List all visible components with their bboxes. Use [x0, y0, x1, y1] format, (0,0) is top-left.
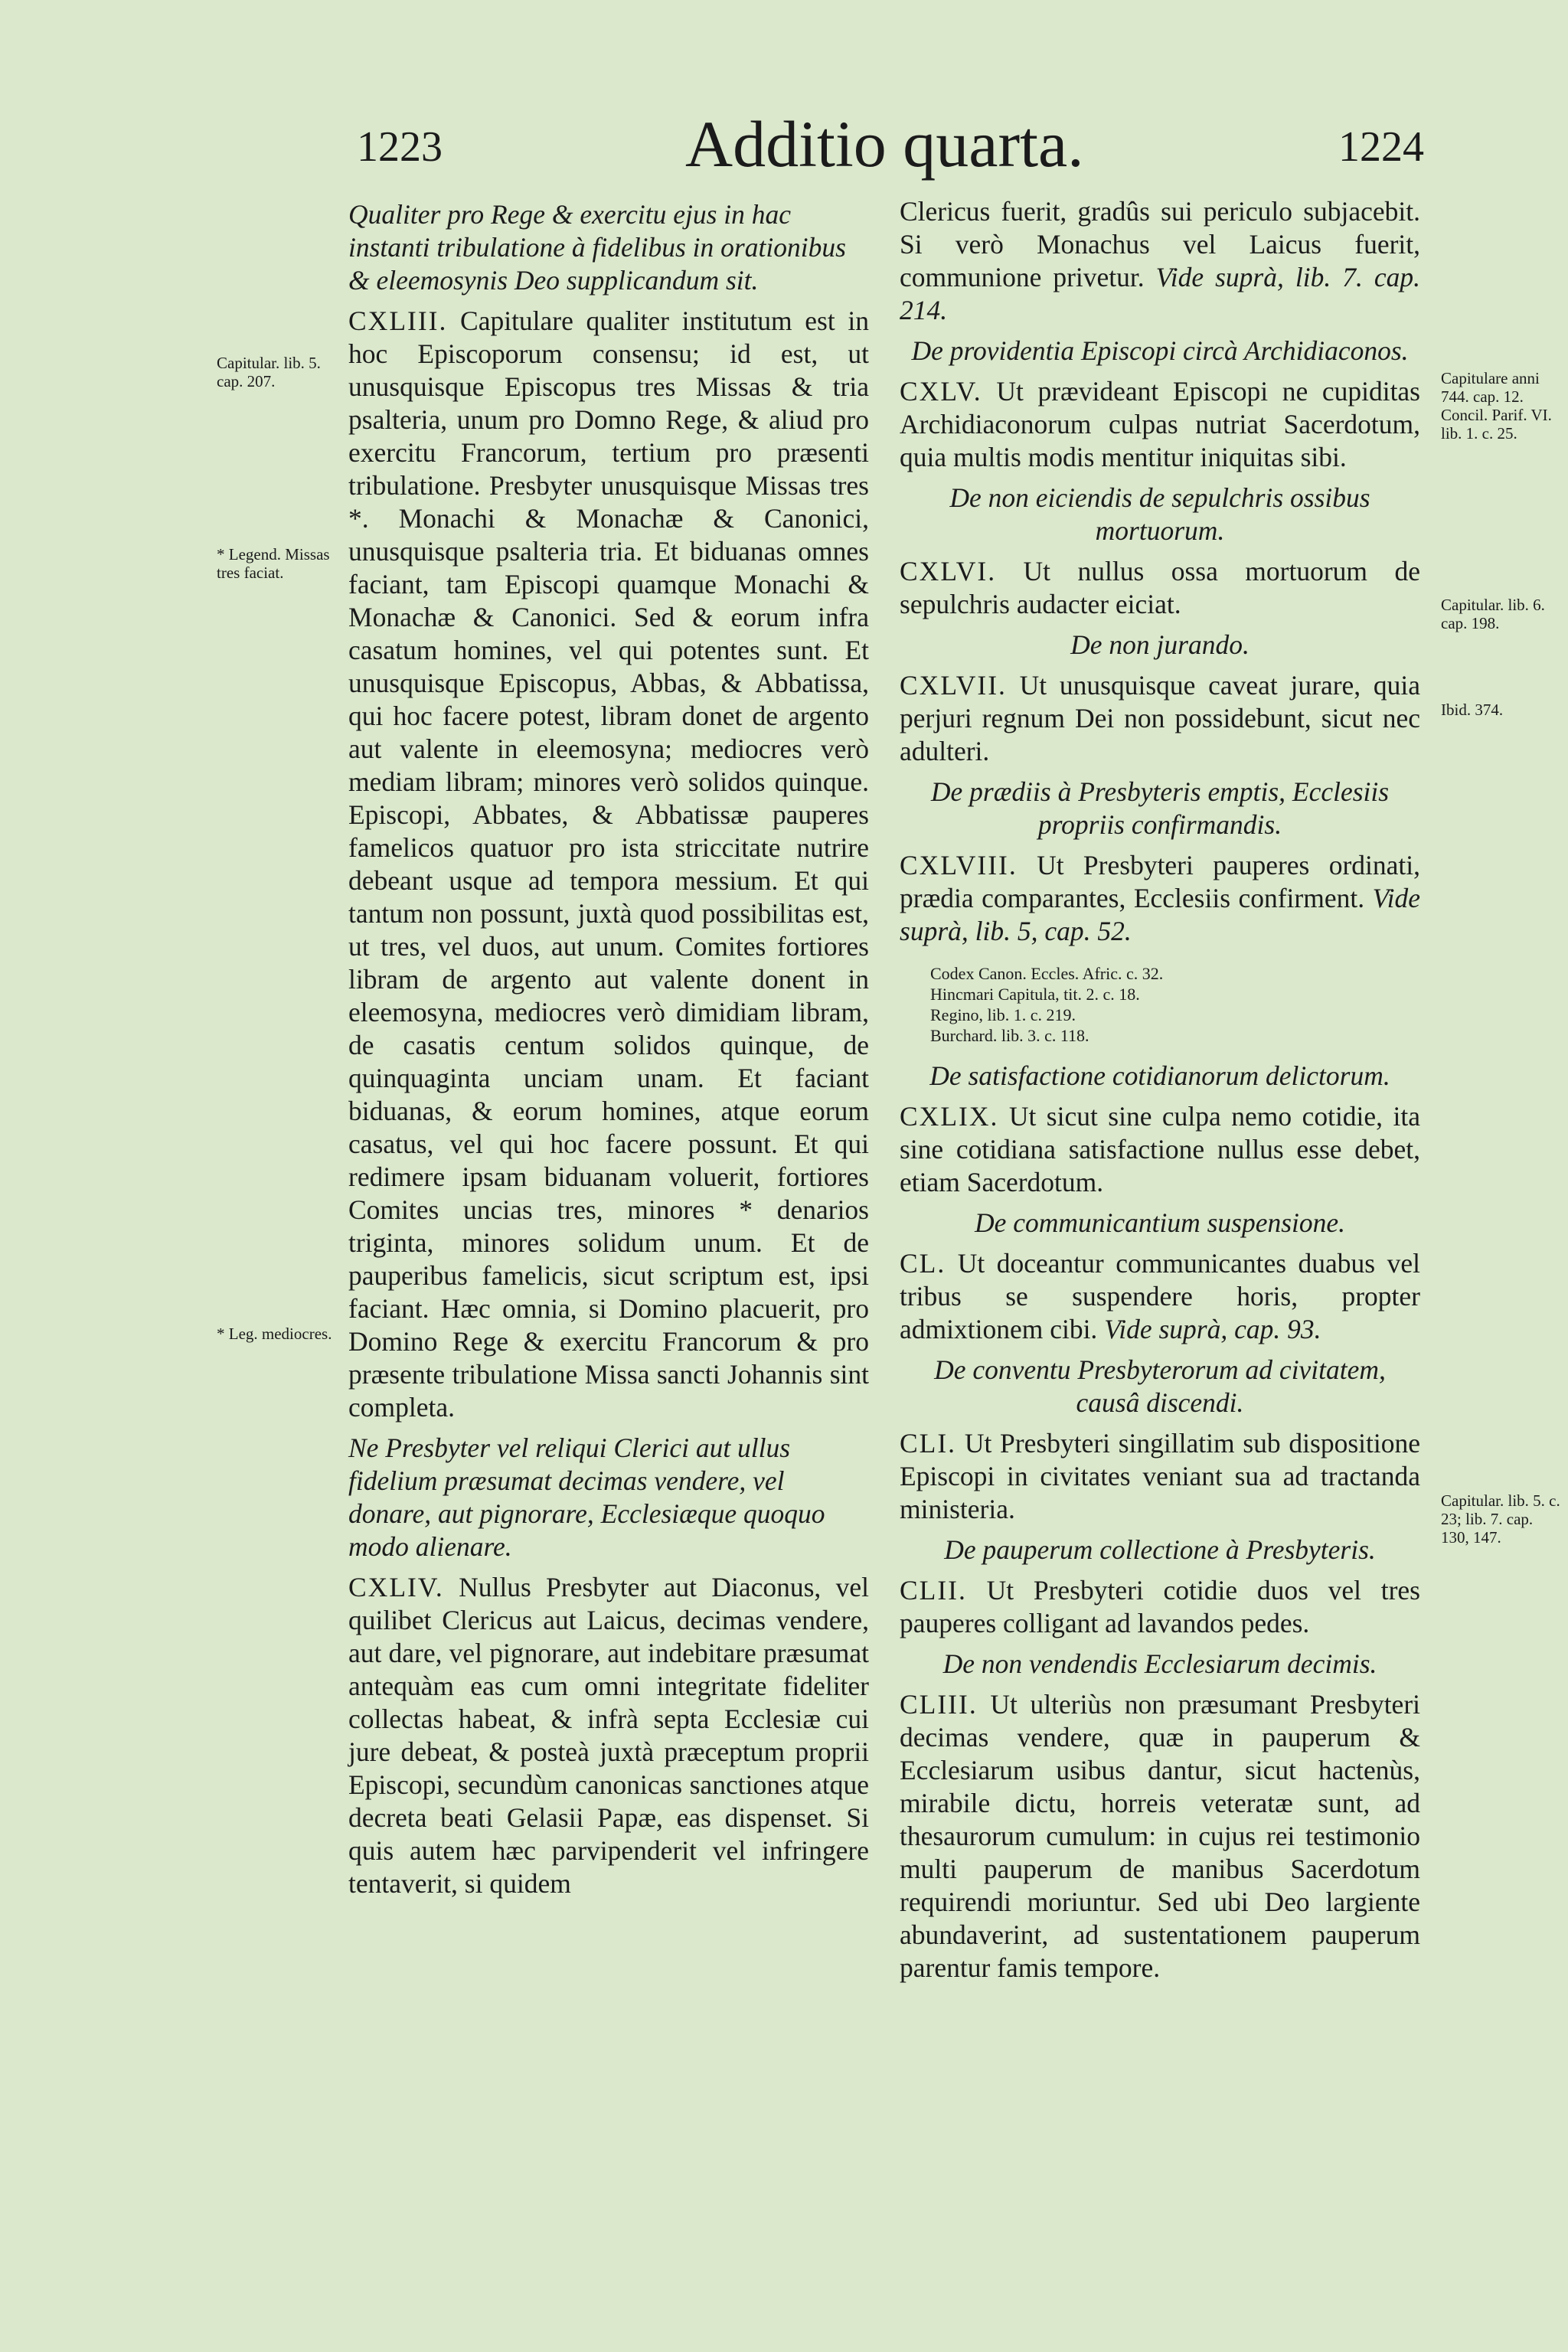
- margin-note-left-3: * Leg. mediocres.: [217, 1325, 332, 1343]
- reference-item: Burchard. lib. 3. c. 118.: [930, 1026, 1089, 1045]
- right-column: [900, 195, 1420, 1992]
- paragraph-text: Ut Presbyteri singillatim sub dispositione Episcopi in civitates veniant sua ad tractanda ministeria.: [900, 1428, 1420, 1524]
- paragraph-151: [900, 1427, 1420, 1526]
- paragraph-text: Ut nullus ossa mortuorum de sepulchris audacter eiciat.: [900, 556, 1420, 619]
- reference-item: Hincmari Capitula, tit. 2. c. 18.: [930, 985, 1140, 1004]
- right-page-number: 1224: [1338, 123, 1424, 171]
- paragraph-number: CXLV.: [900, 376, 982, 407]
- section-heading: Qualiter pro Rege & exercitu ejus in hac instanti tribulatione à fidelibus in orationibus & eleemosynis Deo supplicandum sit.: [348, 199, 846, 296]
- paragraph-number: CXLIII.: [348, 305, 448, 336]
- paragraph-number: CL.: [900, 1248, 946, 1279]
- paragraph-147: [900, 669, 1420, 768]
- margin-note-right-1: Capitulare anni 744. cap. 12. Concil. Parif. VI. lib. 1. c. 25.: [1441, 369, 1552, 443]
- section-heading: De prædiis à Presbyteris emptis, Ecclesiis propriis confirmandis.: [930, 776, 1390, 840]
- section-heading: De satisfactione cotidianorum delictorum.: [929, 1060, 1390, 1091]
- paragraph-number: CXLVIII.: [900, 850, 1018, 880]
- section-heading: De providentia Episcopi circà Archidiaconos.: [911, 335, 1409, 366]
- running-title: Additio quarta.: [685, 107, 1084, 181]
- paragraph-text: Nullus Presbyter aut Diaconus, vel quilibet Clericus aut Laicus, decimas vendere, aut dare, vel pignorare, aut indebitare præsumat antequàm eas cum omni integritate fideliter collectas habeat, & infrà septa Ecclesiæ cui jure debeat, & posteà juxtà præceptum proprii Episcopi, secundùm canonicas sanctiones atque decreta beati Gelasii Papæ, eas dispenset. Si quis autem hæc parvipenderit vel infringere tentaverit, si quidem: [348, 1572, 869, 1899]
- paragraph-text: Ut doceantur communicantes duabus vel tribus se suspendere horis, propter admixtionem cibi.: [900, 1248, 1420, 1344]
- paragraph-number: CXLVI.: [900, 556, 997, 586]
- left-column: [348, 195, 869, 1908]
- paragraph-text: Ut unusquisque caveat jurare, quia perjuri regnum Dei non possidebunt, sicut nec adulteri.: [900, 670, 1421, 766]
- section-heading: Ne Presbyter vel reliqui Clerici aut ullus fidelium præsumat decimas vendere, vel donare, aut pignorare, Ecclesiæque quoquo modo alienare.: [348, 1432, 825, 1562]
- paragraph-150: [900, 1247, 1420, 1346]
- paragraph-text: Ut Presbyteri cotidie duos vel tres pauperes colligant ad lavandos pedes.: [900, 1575, 1420, 1638]
- section-heading: De pauperum collectione à Presbyteris.: [944, 1534, 1376, 1565]
- section-heading: De non jurando.: [1070, 629, 1250, 660]
- continuation-paragraph: [900, 195, 1420, 327]
- paragraph-text: Capitulare qualiter institutum est in hoc Episcoporum consensu; id est, ut unusquisque Episcopus tres Missas & tria psalteria, unum pro Domno Rege, & aliud pro exercitu Francorum, tertium pro præsenti tribulatione. Presbyter unusquisque Missas tres *. Monachi & Monachæ & Canonici, unusquisque psalteria tria. Et biduanas omnes faciant, tam Episcopi quamque Monachi & Monachæ & Canonici. Sed & eorum infra casatum homines, vel qui potentes sunt. Et unusquisque Episcopus, Abbas, & Abbatissa, qui hoc facere potest, libram donet de argento aut valente in eleemosyna; mediocres verò mediam libram; minores verò solidos quinque. Episcopi, Abbates, & Abbatissæ pauperes famelicos quatuor pro ista striccitate nutrire debeant usque ad tempora messium. Et qui tantum non possunt, juxtà quod possibilitas est, ut tres, vel duos, aut unum. Comites fortiores libram de argento aut valente donent in eleemosyna, mediocres verò dimidiam libram, de casatis centum solidos quinque, de quinquaginta unciam unam. Et faciant biduanas, & eorum homines, atque eorum casatus, vel qui hoc facere possunt. Et qui redimere ipsam biduanam voluerit, fortiores Comites uncias tres, minores * denarios triginta, minores solidum unum. Et de pauperibus famelicis, sicut scriptum est, ipsi faciant. Hæc omnia, si Domino placuerit, pro Domino Rege & exercitu Francorum & pro præsente tribulatione Missa sancti Johannis sint completa.: [348, 305, 870, 1423]
- section-heading: De non eiciendis de sepulchris ossibus mortuorum.: [949, 482, 1370, 546]
- paragraph-text: Ut sicut sine culpa nemo cotidie, ita sine cotidiana satisfactione nullus esse debet, etiam Sacerdotum.: [900, 1101, 1420, 1197]
- margin-note-left-2: * Legend. Missas tres faciat.: [217, 545, 330, 582]
- paragraph-number: CLIII.: [900, 1689, 978, 1720]
- paragraph-number: CLII.: [900, 1575, 967, 1606]
- paragraph-number: CXLVII.: [900, 670, 1007, 701]
- margin-note-left-1: Capitular. lib. 5. cap. 207.: [217, 354, 321, 390]
- cross-reference: Vide suprà, lib. 5, cap. 52.: [900, 883, 1421, 946]
- margin-note-right-3: Ibid. 374.: [1441, 701, 1504, 719]
- reference-list: [930, 963, 1420, 1046]
- margin-note-right-2: Capitular. lib. 6. cap. 198.: [1441, 596, 1545, 632]
- section-heading: De communicantium suspensione.: [974, 1207, 1346, 1238]
- paragraph-152: [900, 1574, 1420, 1640]
- section-heading: De conventu Presbyterorum ad civitatem, causâ discendi.: [934, 1354, 1386, 1418]
- paragraph-number: CLI.: [900, 1428, 957, 1459]
- section-heading: De non vendendis Ecclesiarum decimis.: [942, 1648, 1377, 1679]
- paragraph-number: CXLIX.: [900, 1101, 999, 1132]
- left-page-number: 1223: [357, 123, 443, 171]
- reference-item: Regino, lib. 1. c. 219.: [930, 1005, 1076, 1024]
- cross-reference: Vide suprà, lib. 7. cap. 214.: [900, 262, 1420, 325]
- paragraph-text: Clericus fuerit, gradûs sui periculo subjacebit. Si verò Monachus vel Laicus fuerit, communione privetur.: [900, 196, 1420, 292]
- paragraph-145: [900, 375, 1420, 474]
- paragraph-148: [900, 849, 1420, 948]
- paragraph-text: Ut prævideant Episcopi ne cupiditas Archidiaconorum culpas nutriat Sacerdotum, quia multis modis mentitur iniquitas sibi.: [900, 376, 1420, 472]
- paragraph-153: [900, 1688, 1420, 1984]
- paragraph-text: Ut Presbyteri pauperes ordinati, prædia comparantes, Ecclesiis confirment.: [900, 850, 1421, 913]
- paragraph-144: [348, 1571, 869, 1900]
- paragraph-146: [900, 555, 1420, 621]
- paragraph-number: CXLIV.: [348, 1572, 444, 1602]
- reference-item: Codex Canon. Eccles. Afric. c. 32.: [930, 964, 1164, 983]
- margin-note-right-4: Capitular. lib. 5. c. 23; lib. 7. cap. 130, 147.: [1441, 1491, 1560, 1547]
- paragraph-149: [900, 1100, 1420, 1199]
- paragraph-143: [348, 305, 869, 1424]
- paragraph-text: Ut ulteriùs non præsumant Presbyteri decimas vendere, quæ in pauperum & Ecclesiarum usibus dantur, sicut hactenùs, mirabile dictu, horreis veteratæ sunt, ad thesaurorum cumulum: in cujus rei testimonio multi pauperum de manibus Sacerdotum requirendi moriuntur. Sed ubi Deo largiente abundaverint, ad sustentationem pauperum parentur famis tempore.: [900, 1689, 1421, 1983]
- cross-reference: Vide suprà, cap. 93.: [1104, 1314, 1321, 1344]
